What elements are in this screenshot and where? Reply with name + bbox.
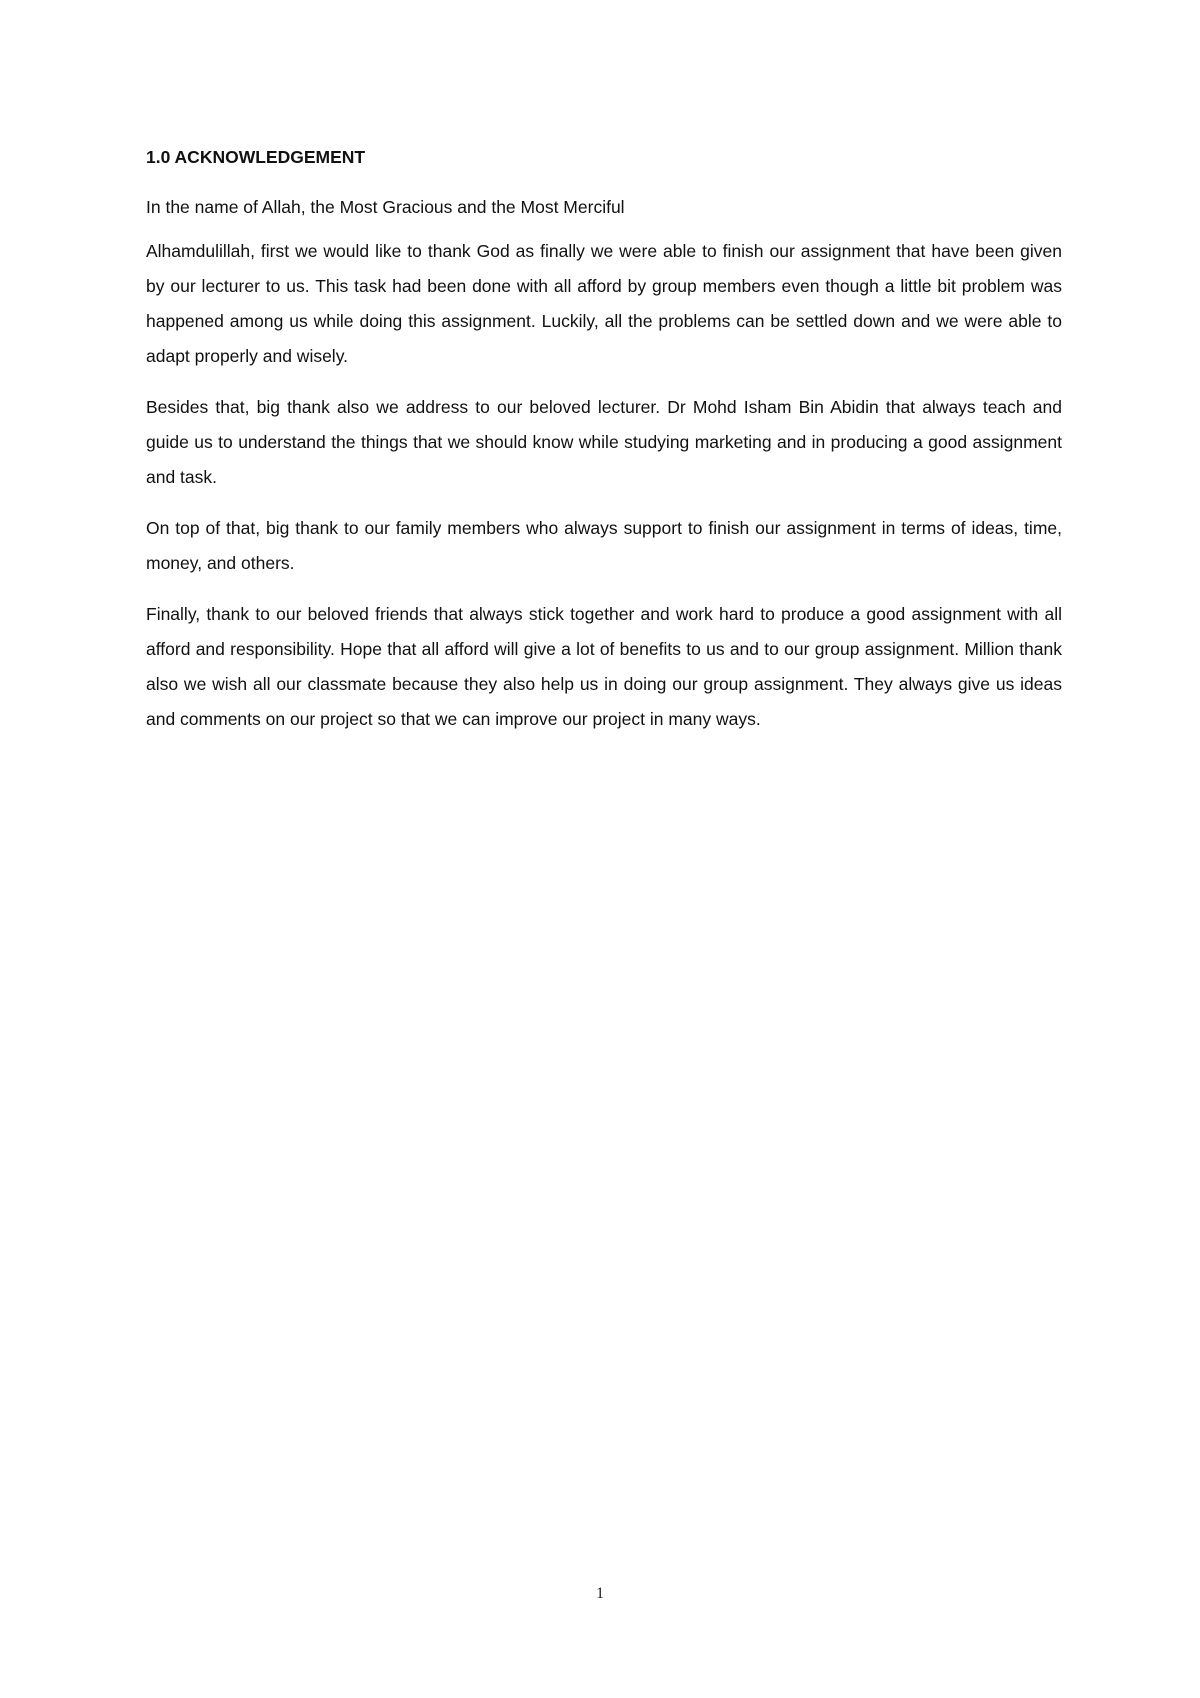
page-number: 1: [596, 1585, 604, 1602]
paragraph-thanks-friends: Finally, thank to our beloved friends that always stick together and work hard to produce a good assignment with all afford and responsibility. Hope that all afford will give a lot of benefits to us and to our group assignment. Million thank also we wish all our classmate because they also help us in doing our group assignment. They always give us ideas and comments on our project so that we can improve our project in many ways.: [146, 604, 1062, 729]
paragraph-thanks-family: On top of that, big thank to our family members who always support to finish our assignment in terms of ideas, time, money, and others.: [146, 518, 1062, 573]
paragraph-invocation: In the name of Allah, the Most Gracious and the Most Merciful: [146, 197, 625, 217]
paragraph-thanks-lecturer: Besides that, big thank also we address to our beloved lecturer. Dr Mohd Isham Bin Abidin that always teach and guide us to understand the things that we should know while studying marketing and in producing a good assignment and task.: [146, 397, 1062, 487]
paragraph-thanks-god: Alhamdulillah, first we would like to thank God as finally we were able to finish our assignment that have been given by our lecturer to us. This task had been done with all afford by group members even though a little bit problem was happened among us while doing this assignment. Luckily, all the problems can be settled down and we were able to adapt properly and wisely.: [146, 241, 1062, 366]
page-content: [146, 144, 1062, 753]
section-heading: 1.0 ACKNOWLEDGEMENT: [146, 147, 366, 167]
